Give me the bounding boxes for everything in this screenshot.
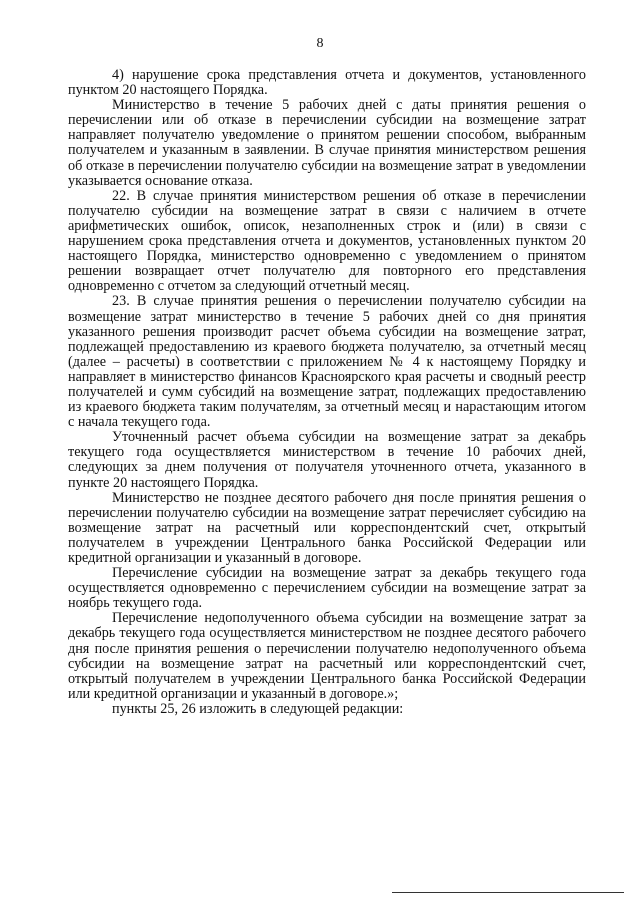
page-number: 8	[316, 36, 324, 51]
paragraph-transfer-deadline: Министерство не позднее десятого рабочего дня после принятия решения о перечислении получателю субсидии на возмещение затрат перечисляет субсидию на возмещение затрат на расчетный или корреспондентский счет, открытый получателем в учреждении Центрального банка Российской Федерации или кредитной организации и указанный в договоре.	[68, 489, 586, 566]
paragraph-underpaid-transfer: Перечисление недополученного объема субсидии на возмещение затрат за декабрь текущего года осуществляется министерством не позднее десятого рабочего дня после принятия решения о перечислении получателю недополученного объема субсидии на возмещение затрат на расчетный или корреспондентский счет, открытый получателем в учреждении Центрального банка Российской Федерации или кредитной организации и указанный в договоре.»;	[68, 610, 586, 702]
footer-divider	[392, 892, 624, 893]
paragraph-december-transfer: Перечисление субсидии на возмещение затрат за декабрь текущего года осуществляется одновременно с перечислением субсидии на возмещение затрат за ноябрь текущего года.	[68, 565, 586, 612]
paragraph-clause-22: 22. В случае принятия министерством решения об отказе в перечислении получателю субсидии на возмещение затрат в связи с наличием в отчете арифметических ошибок, описок, незаполненных строк и (или) в связи с нарушением срока представления отчета и документов, установленных пунктом 20 настоящего Порядка, министерство одновременно с уведомлением о принятом решении возвращает отчет получателю для повторного его представления одновременно с отчетом за следующий отчетный месяц.	[68, 187, 586, 295]
paragraph-december-calculation: Уточненный расчет объема субсидии на возмещение затрат за декабрь текущего года осуществляется министерством в течение 10 рабочих дней, следующих за днем получения от получателя уточненного отчета, указанного в пункте 20 настоящего Порядка.	[68, 429, 586, 491]
document-body	[68, 68, 586, 717]
paragraph-clause-23: 23. В случае принятия решения о перечислении получателю субсидии на возмещение затрат министерство в течение 5 рабочих дней со дня принятия указанного решения производит расчет объема субсидии на возмещение затрат, подлежащей предоставлению из краевого бюджета получателю, за отчетный месяц (далее – расчеты) в соответствии с приложением № 4 к настоящему Порядку и направляет в министерство финансов Красноярского края расчеты и сводный реестр получателей и сумм субсидий на возмещение затрат, подлежащих предоставлению из краевого бюджета таким получателям, за отчетный месяц и нарастающим итогом с начала текущего года.	[68, 293, 586, 431]
paragraph-item-4: 4) нарушение срока представления отчета и документов, установленного пунктом 20 настоящего Порядка.	[68, 67, 586, 99]
paragraph-clauses-25-26: пункты 25, 26 изложить в следующей редакции:	[112, 700, 404, 717]
paragraph-notification: Министерство в течение 5 рабочих дней с даты принятия решения о перечислении или об отказе в перечислении субсидии на возмещение затрат направляет получателю уведомление о принятом решении способом, выбранным получателем и указанным в заявлении. В случае принятия министерством решения об отказе в перечислении получателю субсидии на возмещение затрат в уведомлении указывается основание отказа.	[68, 97, 586, 189]
